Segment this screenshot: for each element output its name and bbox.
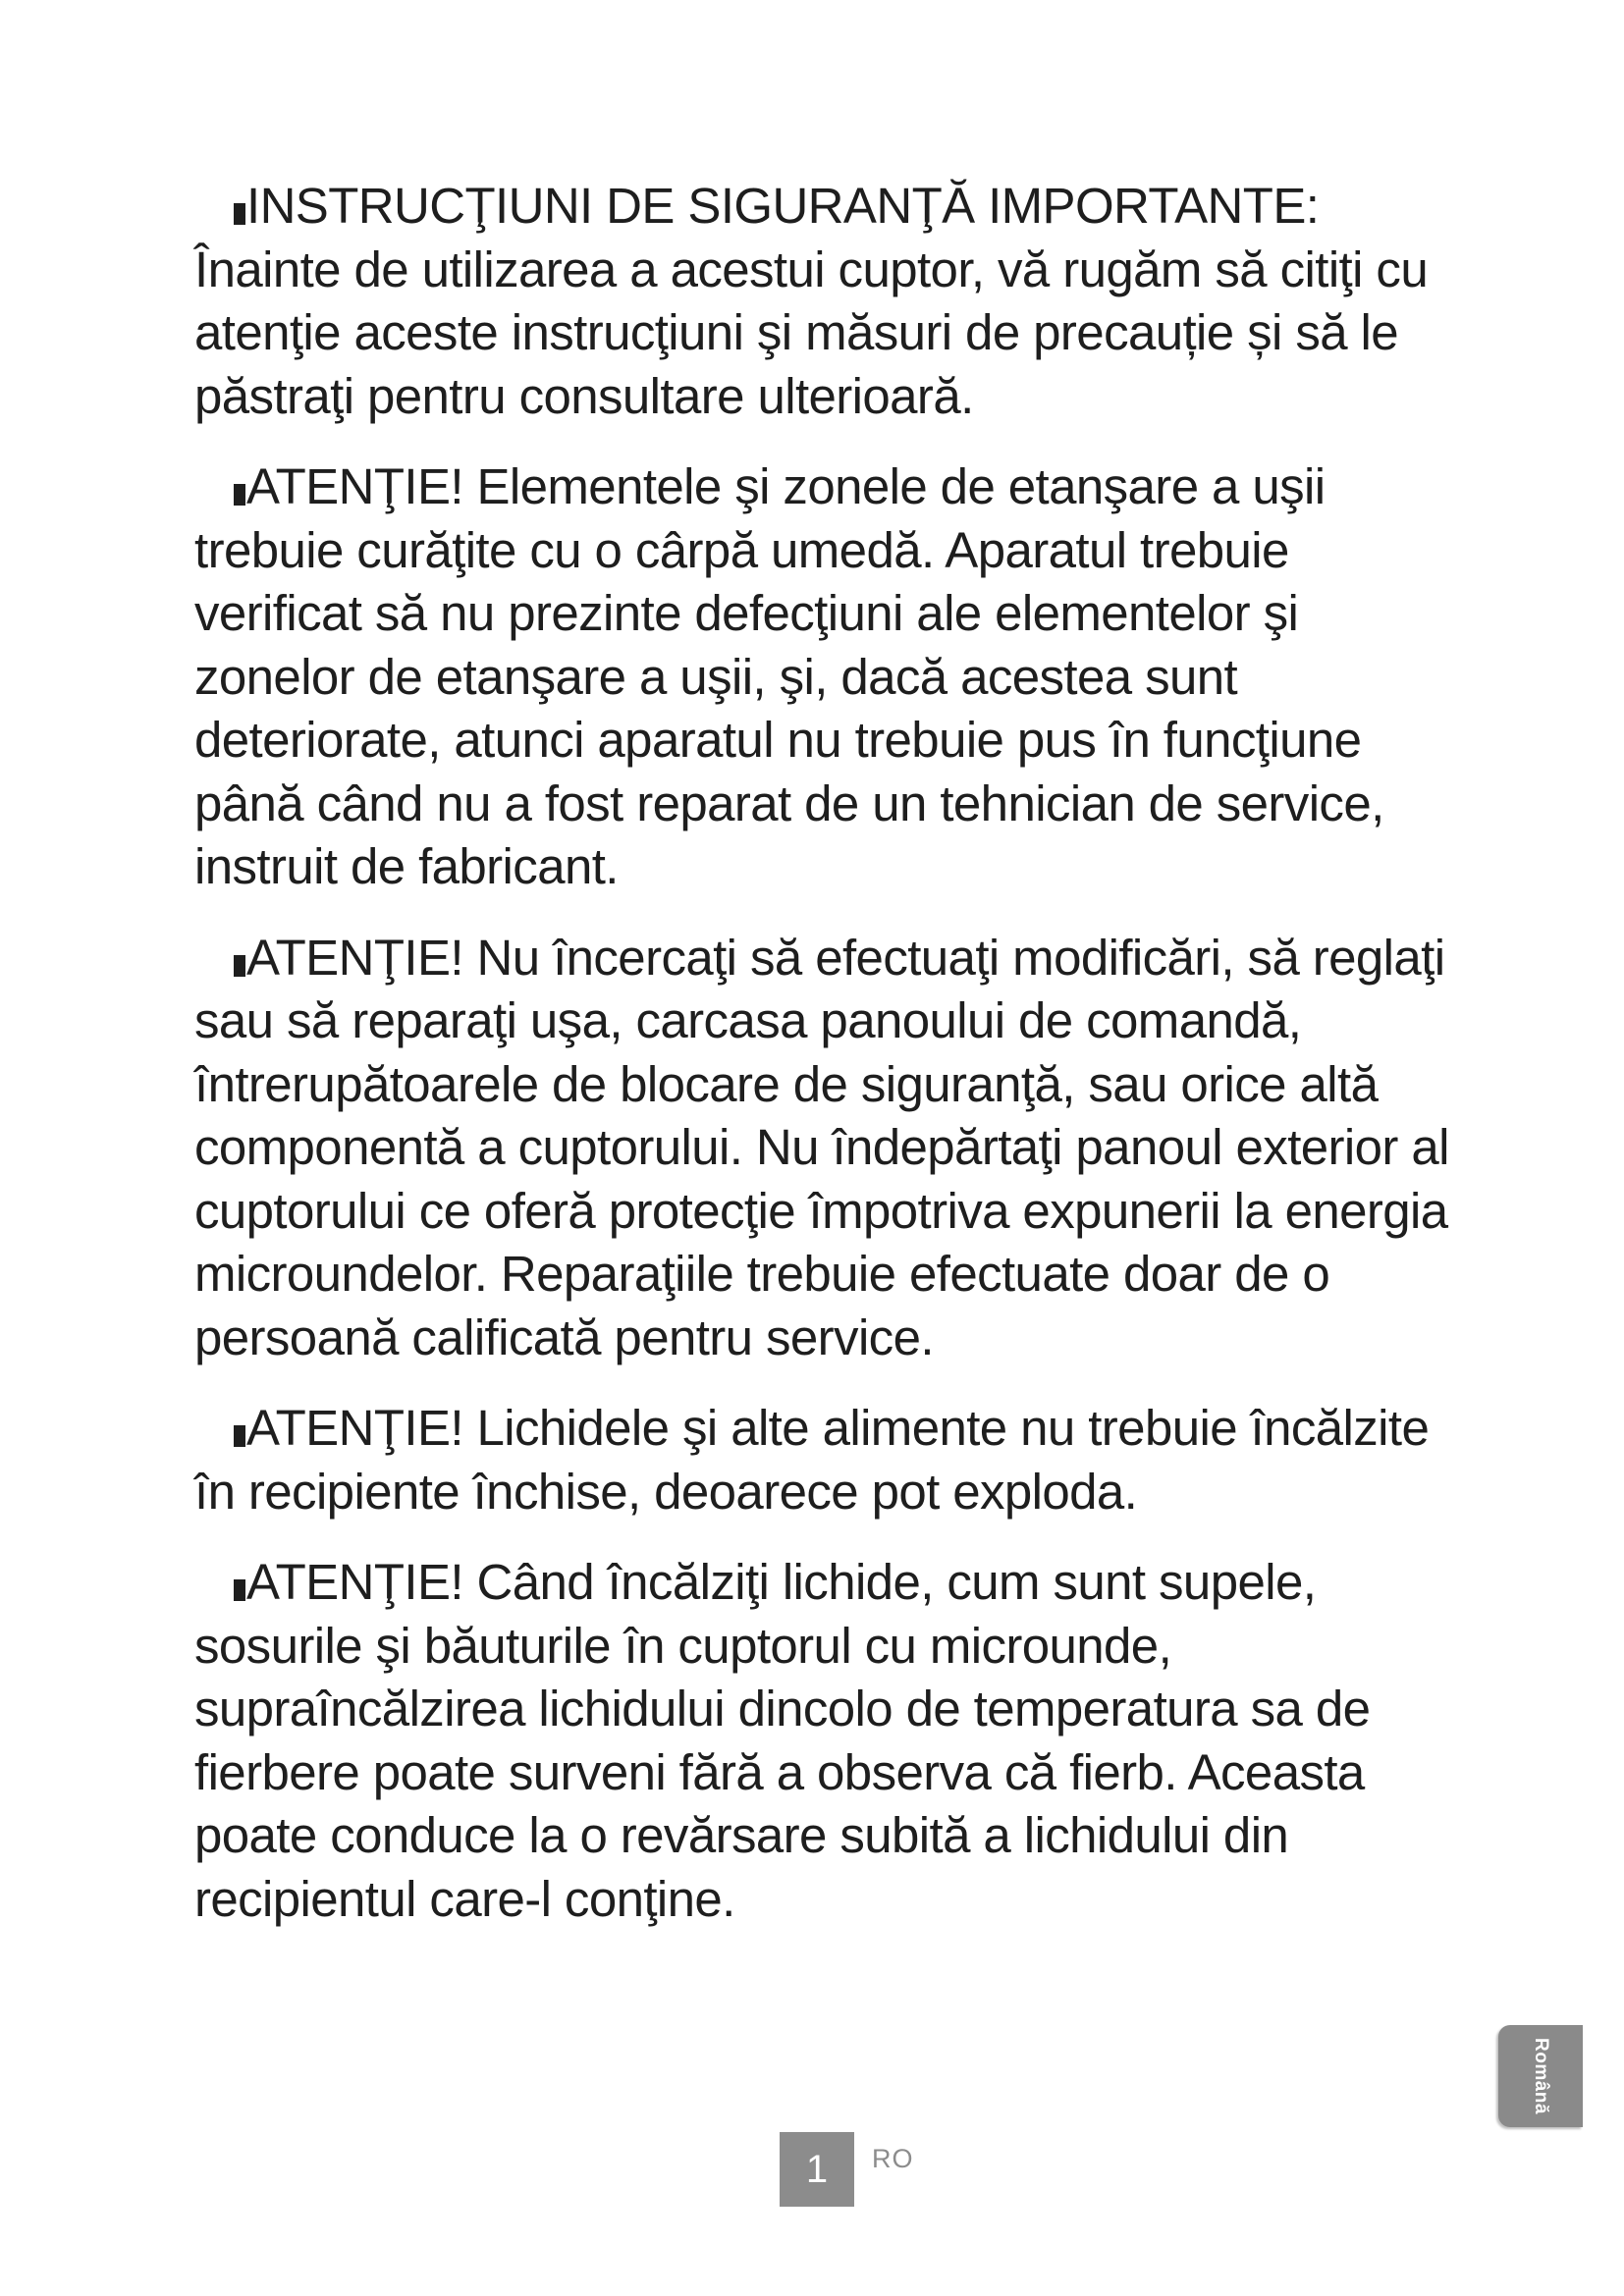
safety-instructions (194, 175, 1461, 1958)
paragraph-no-modifications-warning (194, 927, 1461, 1370)
paragraph-door-seals-warning (194, 455, 1461, 899)
bullet-marker (234, 1425, 245, 1447)
paragraph-text: INSTRUCŢIUNI DE SIGURANŢĂ IMPORTANTE: Înainte de utilizarea a acestui cuptor, vă rugăm să citiţi cu atenţie aceste instrucţiuni şi măsuri de precauție și să le păstraţi pentru consultare ulterioară. (194, 178, 1429, 424)
paragraph-text: ATENŢIE! Elementele şi zonele de etanşare a uşii trebuie curăţite cu o cârpă umedă. Aparatul trebuie verificat să nu prezinte defecţiuni ale elementelor şi zonelor de etanşare a uşii, şi, dacă acestea sunt deteriorate, atunci aparatul nu trebuie pus în funcţiune până când nu a fost reparat de un tehnician de service, instruit de fabricant. (194, 458, 1384, 894)
language-side-tab (1498, 2025, 1583, 2127)
bullet-marker (234, 484, 245, 506)
paragraph-text: ATENŢIE! Nu încercaţi să efectuaţi modificări, să reglaţi sau să reparaţi uşa, carcasa panoului de comandă, întrerupătoarele de blocare de siguranţă, sau orice altă componentă a cuptorului. Nu îndepărtaţi panoul exterior al cuptorului ce oferă protecţie împotriva expunerii la energia microundelor. Reparaţiile trebuie efectuate doar de o persoană calificată pentru service. (194, 929, 1449, 1365)
bullet-marker (234, 1579, 245, 1601)
bullet-marker (234, 203, 245, 225)
bullet-marker (234, 955, 245, 977)
paragraph-important-instructions (194, 175, 1461, 428)
paragraph-sealed-containers-warning (194, 1397, 1461, 1523)
language-side-tab-label: Română (1531, 2038, 1551, 2114)
page-number: 1 (780, 2132, 854, 2207)
page-language-code: RO (872, 2144, 914, 2173)
paragraph-text: ATENŢIE! Când încălziţi lichide, cum sunt supele, sosurile şi băuturile în cuptorul cu microunde, supraîncălzirea lichidului dincolo de temperatura sa de fierbere poate surveni fără a observa că fierb. Aceasta poate conduce la o revărsare subită a lichidului din recipientul care-l conţine. (194, 1554, 1371, 1927)
paragraph-text: ATENŢIE! Lichidele şi alte alimente nu trebuie încălzite în recipiente închise, deoarece pot exploda. (194, 1400, 1430, 1520)
paragraph-superheating-warning (194, 1551, 1461, 1931)
